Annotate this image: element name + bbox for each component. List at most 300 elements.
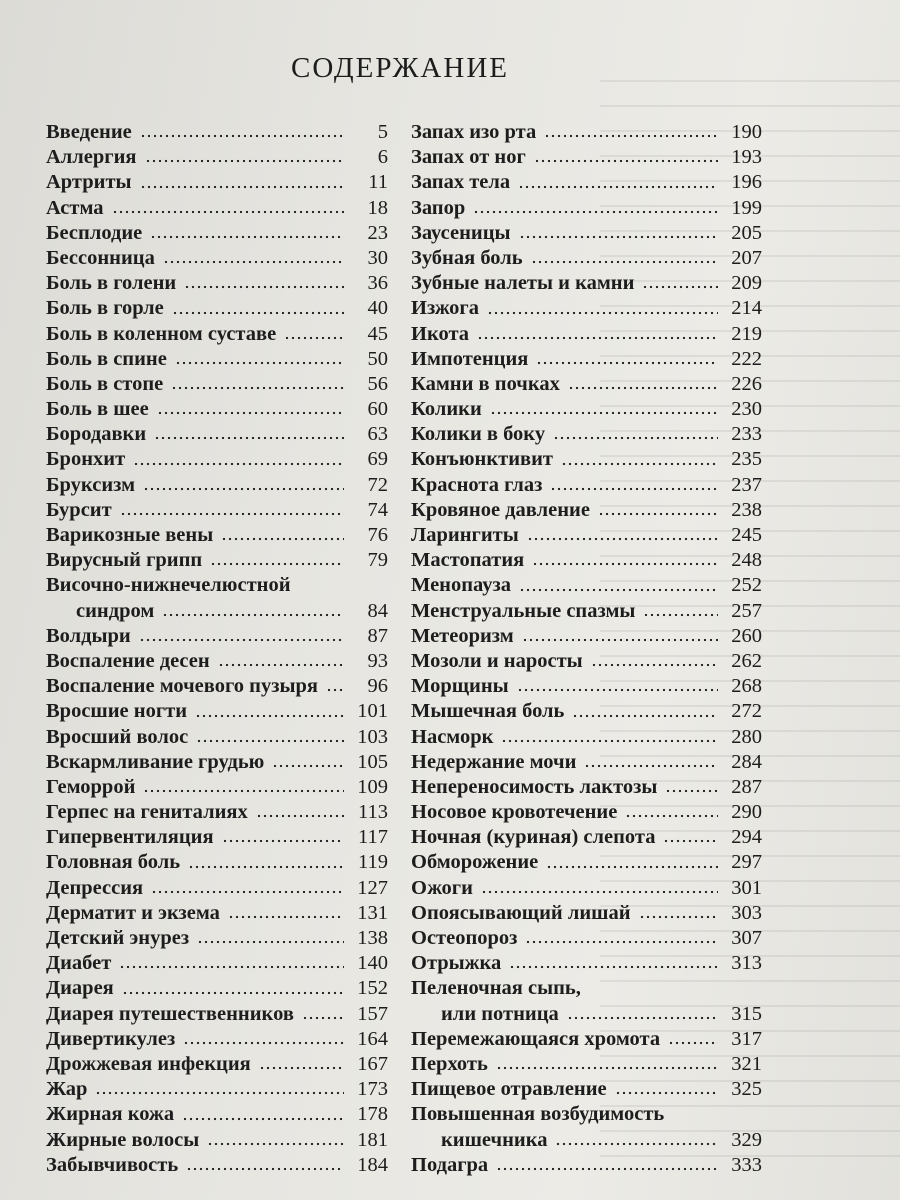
dot-leader [259,1066,344,1070]
toc-page-number: 127 [357,876,388,899]
toc-page-number: 235 [731,448,762,471]
toc-entry-title: Перхоть [411,1052,488,1075]
toc-entry-title: Артриты [46,171,132,194]
toc-entry-title: Колики [411,398,482,421]
dot-leader [509,965,718,969]
dot-leader [150,235,344,239]
toc-entry [411,674,762,699]
toc-entry [411,196,762,221]
dot-leader [302,1016,344,1020]
toc-entry [46,951,388,976]
toc-right-column [411,120,762,1178]
dot-leader [210,562,344,566]
dot-leader [625,814,718,818]
dot-leader [222,839,344,843]
toc-entry-title: Дрожжевая инфекция [46,1052,251,1075]
toc-page-number: 257 [731,599,762,622]
toc-entry-title: Перемежающаяся хромота [411,1027,661,1050]
dot-leader [615,1091,718,1095]
toc-entry-title: Менструальные спазмы [411,599,636,622]
dot-leader [151,890,344,894]
dot-leader [477,336,718,340]
dot-leader [162,613,344,617]
toc-page-number: 313 [731,952,762,975]
toc-entry-title: Метеоризм [411,624,514,647]
toc-page-number: 152 [357,977,388,1000]
toc-entry-title: Бессонница [46,246,155,269]
toc-page-number: 262 [731,649,762,672]
toc-entry-title: синдром [76,599,155,622]
dot-leader [207,1142,344,1146]
toc-page-number: 196 [731,171,762,194]
toc-entry-title: Жар [46,1078,88,1101]
toc-entry-title: Введение [46,121,132,143]
dot-leader [534,159,718,163]
toc-page-number: 237 [731,473,762,496]
toc-entry-title: Запах изо рта [411,121,537,143]
toc-entry-title: Носовое кровотечение [411,801,618,824]
toc-entry [411,951,762,976]
toc-entry [411,649,762,674]
toc-entry-title: Ночная (куриная) слепота [411,826,656,849]
toc-entry [411,447,762,472]
toc-entry-title: Ожоги [411,876,473,899]
toc-entry [46,976,388,1001]
toc-entry-title: Запах тела [411,171,511,194]
toc-page-number: 294 [731,826,762,849]
toc-page-number: 113 [358,801,388,824]
toc-entry [411,523,762,548]
toc-page-number: 103 [357,725,388,748]
dot-leader [481,890,718,894]
toc-page-number: 23 [367,221,388,244]
dot-leader [663,839,718,843]
dot-leader [550,487,718,491]
toc-entry-title: Гипервентиляция [46,826,214,849]
dot-leader [188,865,344,869]
toc-page-number: 226 [731,372,762,395]
toc-entry-title: Менопауза [411,574,511,597]
toc-entry [411,850,762,875]
dot-leader [496,1167,718,1171]
toc-entry-title: Боль в шее [46,398,149,421]
toc-page-number: 140 [357,952,388,975]
toc-entry-title: Мастопатия [411,549,525,572]
toc-entry-title: Камни в почках [411,372,560,395]
dot-leader [561,462,718,466]
toc-page-number: 79 [367,549,388,572]
toc-page-number: 30 [367,246,388,269]
dot-leader [517,688,718,692]
toc-page-number: 45 [367,322,388,345]
toc-entry-title: Зубные налеты и камни [411,272,635,295]
toc-entry [46,1128,388,1153]
dot-leader [122,991,344,995]
toc-page-number: 205 [731,221,762,244]
toc-entry-title: Воспаление десен [46,649,210,672]
dot-leader [256,814,344,818]
toc-entry [411,246,762,271]
toc-page-number: 280 [731,725,762,748]
dot-leader [139,638,344,642]
dot-leader [527,537,718,541]
toc-page-number: 317 [731,1027,762,1050]
toc-entry [46,347,388,372]
dot-leader [567,1016,718,1020]
toc-entry [411,876,762,901]
toc-entry [46,170,388,195]
toc-page-number: 260 [731,624,762,647]
toc-entry-title: Вросший волос [46,725,189,748]
dot-leader [143,789,344,793]
toc-entry-title: Детский энурез [46,927,190,949]
dot-leader [584,764,718,768]
toc-entry [411,498,762,523]
toc-page-number: 325 [731,1078,762,1101]
toc-entry-title: или потница [441,1002,559,1025]
toc-page-number: 164 [357,1027,388,1050]
dot-leader [553,436,718,440]
toc-entry-title: Обморожение [411,851,539,874]
toc-left-column [46,120,388,1178]
toc-page-number: 321 [731,1052,762,1075]
toc-page-number: 207 [731,246,762,269]
dot-leader [154,436,344,440]
toc-entry-title: Вросшие ногти [46,700,188,723]
toc-entry [411,599,762,624]
dot-leader [501,739,718,743]
toc-entry-title: Височно-нижнечелюстной [46,574,291,597]
toc-page-number: 193 [731,146,762,169]
toc-entry [411,1052,762,1077]
toc-entry-title: Пищевое отравление [411,1078,607,1101]
toc-entry [46,1102,388,1127]
toc-page-number: 36 [367,272,388,295]
dot-leader [140,134,344,138]
dot-leader [145,159,344,163]
toc-page-number: 109 [357,775,388,798]
toc-entry-title: Жирные волосы [46,1128,200,1151]
toc-entry-title: Бурсит [46,498,112,521]
toc-page-number: 157 [357,1002,388,1025]
dot-leader [643,613,718,617]
toc-entry [46,422,388,447]
toc-entry [46,246,388,271]
toc-entry-title: Отрыжка [411,952,502,975]
toc-page-number: 184 [357,1153,388,1176]
toc-entry [411,750,762,775]
toc-entry-title: Варикозные вены [46,524,214,546]
dot-leader [197,940,344,944]
toc-entry [411,422,762,447]
toc-entry [46,901,388,926]
toc-entry [46,699,388,724]
dot-leader [490,411,718,415]
dot-leader [536,361,718,365]
toc-entry-title: Бесплодие [46,221,143,244]
dot-leader [182,1117,344,1121]
toc-page-number: 69 [367,448,388,471]
toc-entry-title: Пеленочная сыпь, [411,977,581,1000]
toc-entry-title: Зубная боль [411,246,523,269]
dot-leader [228,915,344,919]
toc-page-number: 233 [731,423,762,446]
toc-entry-title: Жирная кожа [46,1103,175,1126]
toc-entry [411,901,762,926]
toc-entry [46,800,388,825]
toc-entry-title: Боль в стопе [46,372,164,395]
dot-leader [665,789,718,793]
toc-entry-title: Забывчивость [46,1153,179,1176]
dot-leader [568,386,718,390]
toc-entry [46,674,388,699]
toc-entry [46,775,388,800]
toc-entry [46,1153,388,1178]
toc-entry [411,624,762,649]
dot-leader [522,638,718,642]
dot-leader [272,764,344,768]
toc-page-number: 181 [357,1128,388,1151]
toc-entry [411,573,762,598]
toc-page-number: 60 [367,398,388,421]
toc-entry-title: Боль в горле [46,297,164,320]
toc-page-number: 214 [731,297,762,320]
toc-entry [46,397,388,422]
toc-entry [411,725,762,750]
toc-entry [46,322,388,347]
toc-page-number: 329 [731,1128,762,1151]
toc-page-number: 84 [367,599,388,622]
toc-page-number: 50 [367,347,388,370]
toc-page-number: 173 [357,1078,388,1101]
toc-page-number: 63 [367,423,388,446]
toc-entry [411,775,762,800]
toc-entry [411,548,762,573]
toc-page-number: 222 [731,347,762,370]
dot-leader [157,411,344,415]
toc-entry-title: Геморрой [46,775,136,798]
toc-entry-title: Мышечная боль [411,700,565,723]
dot-leader [591,663,718,667]
toc-entry-title: Боль в спине [46,347,167,370]
dot-leader [195,714,344,718]
toc-entry-title: Вскармливание грудью [46,750,265,773]
toc-page-number: 40 [367,297,388,320]
page-title: СОДЕРЖАНИЕ [291,52,509,84]
toc-entry [46,372,388,397]
dot-leader [519,588,718,592]
toc-page-number: 72 [367,473,388,496]
toc-page-number: 252 [731,574,762,597]
dot-leader [525,940,718,944]
toc-page-number: 178 [357,1103,388,1126]
toc-entry-title: Бронхит [46,448,126,471]
toc-page-number: 315 [731,1002,762,1025]
dot-leader [642,285,718,289]
toc-entry [411,1077,762,1102]
toc-page-number: 301 [731,876,762,899]
toc-page-number: 272 [731,700,762,723]
dot-leader [140,185,344,189]
dot-leader [639,915,718,919]
dot-leader [184,285,344,289]
toc-entry-title: Герпес на гениталиях [46,801,248,824]
toc-entry [46,876,388,901]
toc-entry-title: Воспаление мочевого пузыря [46,675,318,698]
dot-leader [519,235,718,239]
dot-leader [95,1091,344,1095]
toc-page-number: 268 [731,675,762,698]
toc-entry [411,1002,762,1027]
dot-leader [546,865,718,869]
toc-entry-title: Боль в голени [46,272,177,295]
toc-entry [46,1027,388,1052]
toc-page-number: 87 [367,624,388,647]
toc-entry [411,296,762,321]
toc-entry [411,926,762,951]
dot-leader [532,562,718,566]
toc-entry [46,120,388,145]
toc-page-number: 131 [357,901,388,924]
toc-entry [411,825,762,850]
toc-entry-title: Боль в коленном суставе [46,322,277,345]
toc-page-number: 248 [731,549,762,572]
toc-entry [46,1052,388,1077]
toc-entry [46,1077,388,1102]
toc-entry-title: Икота [411,322,470,345]
toc-page-number: 93 [367,649,388,672]
toc-entry [411,1128,762,1153]
toc-entry-title: Морщины [411,675,509,698]
dot-leader [172,311,344,315]
toc-entry [46,196,388,221]
toc-entry [46,447,388,472]
toc-page-number: 18 [367,196,388,219]
toc-page-number: 5 [377,121,388,143]
toc-entry-title: Бородавки [46,423,147,446]
dot-leader [218,663,344,667]
dot-leader [555,1142,718,1146]
toc-page-number: 117 [358,826,388,849]
toc-entry [411,221,762,246]
toc-entry-title: Мозоли и наросты [411,649,583,672]
dot-leader [163,260,344,264]
toc-entry [46,145,388,170]
toc-entry [411,976,762,1001]
toc-page-number: 6 [377,146,388,169]
toc-entry-title: Конъюнктивит [411,448,553,471]
toc-entry [411,800,762,825]
dot-leader [119,965,344,969]
toc-entry-title: Аллергия [46,146,137,169]
dot-leader [175,361,344,365]
dot-leader [496,1066,718,1070]
toc-entry-title: Заусеницы [411,221,511,244]
toc-page-number: 219 [731,322,762,345]
toc-entry [411,322,762,347]
toc-entry-title: Недержание мочи [411,750,577,773]
toc-page-number: 74 [367,498,388,521]
toc-entry [411,1153,762,1178]
toc-entry [411,170,762,195]
dot-leader [221,537,344,541]
toc-page-number: 105 [357,750,388,773]
toc-page-number: 96 [367,675,388,698]
toc-entry [411,1102,762,1127]
toc-page-number: 245 [731,524,762,546]
toc-entry-title: Запах от ног [411,146,526,169]
toc-entry [46,523,388,548]
toc-page-number: 238 [731,498,762,521]
toc-page-number: 287 [731,775,762,798]
toc-entry-title: Повышенная возбудимость [411,1103,665,1126]
toc-entry [411,699,762,724]
toc-page-number: 303 [731,901,762,924]
toc-entry [46,548,388,573]
toc-entry [411,347,762,372]
toc-entry-title: Непереносимость лактозы [411,775,658,798]
dot-leader [186,1167,344,1171]
toc-page-number: 56 [367,372,388,395]
dot-leader [183,1041,344,1045]
toc-entry-title: Изжога [411,297,479,320]
dot-leader [143,487,344,491]
toc-entry-title: Головная боль [46,851,181,874]
toc-entry [46,573,388,598]
toc-entry-title: Дерматит и экзема [46,901,220,924]
dot-leader [171,386,344,390]
toc-entry-title: Насморк [411,725,494,748]
toc-entry-title: Кровяное давление [411,498,590,521]
toc-page-number: 284 [731,750,762,773]
dot-leader [598,512,718,516]
toc-entry [411,473,762,498]
dot-leader [572,714,718,718]
toc-entry-title: Бруксизм [46,473,136,496]
toc-entry-title: Волдыри [46,624,131,647]
toc-page-number: 76 [367,524,388,546]
toc-page-number: 290 [731,801,762,824]
dot-leader [668,1041,718,1045]
dot-leader [544,134,718,138]
toc-entry [411,1027,762,1052]
toc-entry-title: Астма [46,196,104,219]
dot-leader [531,260,718,264]
toc-entry-title: Диарея путешественников [46,1002,294,1025]
toc-entry-title: Импотенция [411,347,529,370]
toc-entry [411,397,762,422]
toc-entry [46,725,388,750]
toc-page-number: 138 [357,927,388,949]
toc-entry-title: Вирусный грипп [46,549,203,572]
toc-page-number: 101 [357,700,388,723]
dot-leader [112,210,344,214]
toc-entry [46,649,388,674]
toc-entry-title: Запор [411,196,466,219]
toc-page-number: 199 [731,196,762,219]
toc-page-number: 307 [731,927,762,949]
dot-leader [284,336,344,340]
toc-entry [46,221,388,246]
toc-page-number: 119 [358,851,388,874]
toc-entry [411,271,762,296]
toc-entry-title: Краснота глаз [411,473,543,496]
dot-leader [473,210,718,214]
toc-entry [46,624,388,649]
toc-entry [411,372,762,397]
toc-entry [46,750,388,775]
toc-entry [46,271,388,296]
